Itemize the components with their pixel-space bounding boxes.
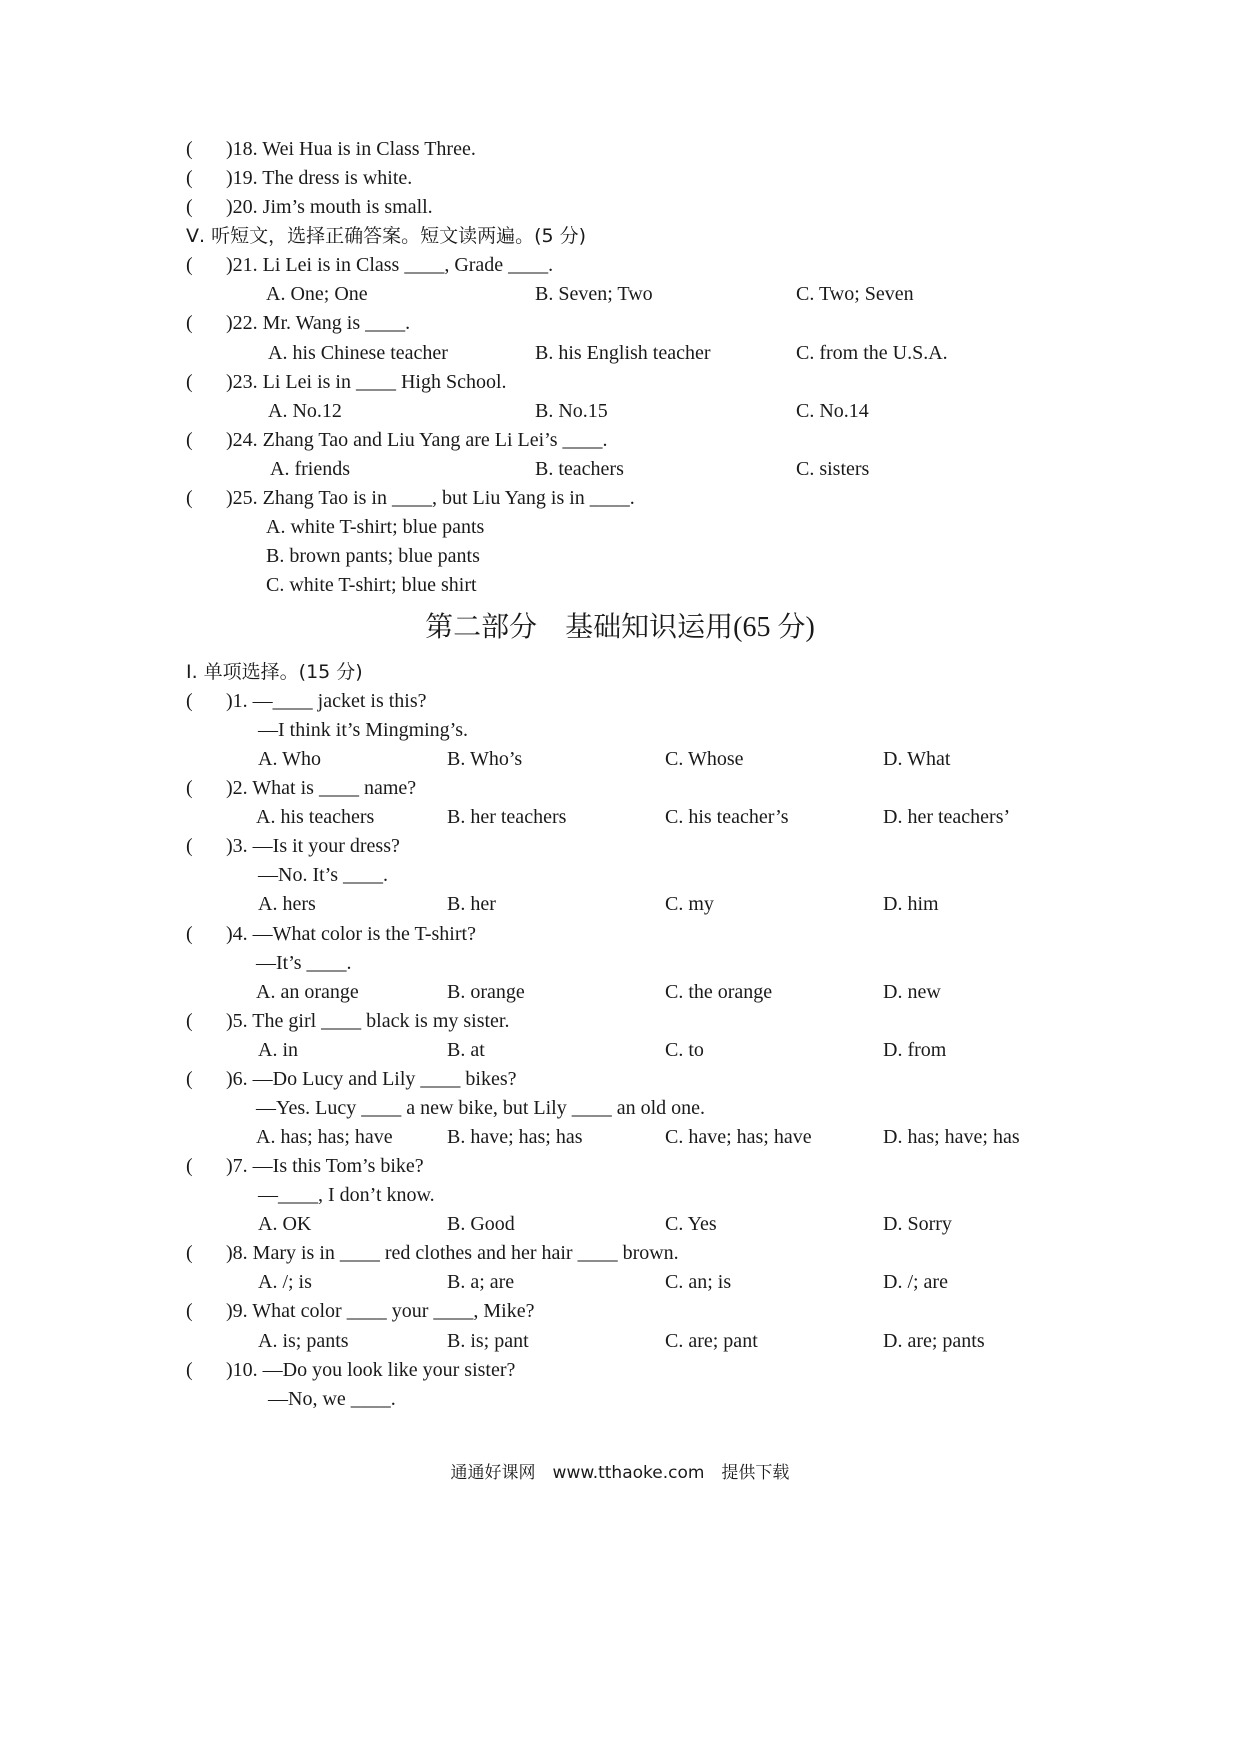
option-c: C. Two; Seven	[796, 283, 914, 305]
question-25-option-c	[0, 569, 1240, 601]
answer-paren: (	[186, 923, 193, 945]
option-c: C. the orange	[665, 981, 773, 1003]
option-a: A. in	[258, 1039, 298, 1061]
question-text: )6. —Do Lucy and Lily ____ bikes?	[226, 1068, 517, 1090]
option-d: D. new	[883, 981, 941, 1003]
question-text: )24. Zhang Tao and Liu Yang are Li Lei’s ____.	[226, 429, 608, 451]
option-c: C. sisters	[796, 458, 870, 480]
question-1-options	[0, 743, 1240, 775]
question-4-line2	[0, 947, 1240, 979]
question-text-line2: —No, we ____.	[268, 1388, 396, 1410]
question-2	[0, 772, 1240, 804]
question-text: )22. Mr. Wang is ____.	[226, 312, 411, 334]
option-b: B. at	[447, 1039, 485, 1061]
option-c: C. white T-shirt; blue shirt	[266, 574, 477, 596]
answer-paren: (	[186, 1300, 193, 1322]
answer-paren: (	[186, 690, 193, 712]
question-text: )1. —____ jacket is this?	[226, 690, 427, 712]
question-6-line2	[0, 1092, 1240, 1124]
option-c: C. his teacher’s	[665, 806, 789, 828]
question-9	[0, 1295, 1240, 1327]
option-a: A. white T-shirt; blue pants	[266, 516, 485, 538]
question-22-options	[0, 337, 1240, 369]
option-b: B. brown pants; blue pants	[266, 545, 480, 567]
question-22	[0, 307, 1240, 339]
question-text: )18. Wei Hua is in Class Three.	[226, 138, 476, 160]
option-a: A. friends	[270, 458, 350, 480]
question-4	[0, 918, 1240, 950]
question-text: )10. —Do you look like your sister?	[226, 1359, 516, 1381]
question-text: )8. Mary is in ____ red clothes and her hair ____ brown.	[226, 1242, 679, 1264]
question-text-line2: —Yes. Lucy ____ a new bike, but Lily ____ an old one.	[256, 1097, 706, 1119]
option-a: A. is; pants	[258, 1330, 349, 1352]
question-19	[0, 162, 1240, 194]
question-7-options	[0, 1208, 1240, 1240]
question-1	[0, 685, 1240, 717]
question-25-option-a	[0, 511, 1240, 543]
option-a: A. No.12	[268, 400, 342, 422]
option-b: B. Good	[447, 1213, 515, 1235]
part-2-title: 第二部分 基础知识运用(65 分)	[425, 612, 815, 643]
option-c: C. to	[665, 1039, 704, 1061]
question-8-options	[0, 1266, 1240, 1298]
option-a: A. One; One	[266, 283, 368, 305]
option-c: C. from the U.S.A.	[796, 342, 948, 364]
option-a: A. an orange	[256, 981, 359, 1003]
answer-paren: (	[186, 371, 193, 393]
option-a: A. Who	[258, 748, 321, 770]
question-text: )25. Zhang Tao is in ____, but Liu Yang is in ____.	[226, 487, 635, 509]
section-1-title: Ⅰ. 单项选择。(15 分)	[186, 661, 363, 683]
question-25	[0, 482, 1240, 514]
option-d: D. /; are	[883, 1271, 948, 1293]
question-21-options	[0, 278, 1240, 310]
answer-paren: (	[186, 254, 193, 276]
question-text: )7. —Is this Tom’s bike?	[226, 1155, 424, 1177]
question-2-options	[0, 801, 1240, 833]
option-a: A. /; is	[258, 1271, 312, 1293]
option-d: D. from	[883, 1039, 947, 1061]
option-b: B. his English teacher	[535, 342, 711, 364]
answer-paren: (	[186, 1155, 193, 1177]
answer-paren: (	[186, 1359, 193, 1381]
section-5-title: Ⅴ. 听短文，选择正确答案。短文读两遍。(5 分)	[186, 225, 587, 247]
option-b: B. No.15	[535, 400, 608, 422]
answer-paren: (	[186, 138, 193, 160]
question-20	[0, 191, 1240, 223]
question-text: )23. Li Lei is in ____ High School.	[226, 371, 507, 393]
question-3-line2	[0, 859, 1240, 891]
question-23-options	[0, 395, 1240, 427]
answer-paren: (	[186, 835, 193, 857]
question-21	[0, 249, 1240, 281]
question-text-line2: —____, I don’t know.	[258, 1184, 435, 1206]
option-c: C. are; pant	[665, 1330, 758, 1352]
question-18	[0, 133, 1240, 165]
option-d: D. are; pants	[883, 1330, 985, 1352]
option-b: B. her teachers	[447, 806, 567, 828]
answer-paren: (	[186, 777, 193, 799]
option-c: C. Yes	[665, 1213, 717, 1235]
option-b: B. have; has; has	[447, 1126, 583, 1148]
question-23	[0, 366, 1240, 398]
option-b: B. is; pant	[447, 1330, 529, 1352]
answer-paren: (	[186, 167, 193, 189]
question-25-option-b	[0, 540, 1240, 572]
question-10-line2	[0, 1383, 1240, 1415]
answer-paren: (	[186, 429, 193, 451]
question-24	[0, 424, 1240, 456]
question-5	[0, 1005, 1240, 1037]
option-a: A. his Chinese teacher	[268, 342, 448, 364]
answer-paren: (	[186, 1010, 193, 1032]
answer-paren: (	[186, 487, 193, 509]
question-text-line2: —No. It’s ____.	[258, 864, 388, 886]
answer-paren: (	[186, 312, 193, 334]
option-d: D. has; have; has	[883, 1126, 1020, 1148]
question-7-line2	[0, 1179, 1240, 1211]
question-text-line2: —I think it’s Mingming’s.	[258, 719, 469, 741]
question-text: )4. —What color is the T-shirt?	[226, 923, 476, 945]
question-8	[0, 1237, 1240, 1269]
question-3	[0, 830, 1240, 862]
question-text: )21. Li Lei is in Class ____, Grade ____.	[226, 254, 554, 276]
option-b: B. Who’s	[447, 748, 523, 770]
option-a: A. OK	[258, 1213, 312, 1235]
option-d: D. What	[883, 748, 951, 770]
option-c: C. Whose	[665, 748, 744, 770]
question-text: )19. The dress is white.	[226, 167, 413, 189]
question-text: )5. The girl ____ black is my sister.	[226, 1010, 510, 1032]
option-b: B. her	[447, 893, 496, 915]
option-c: C. my	[665, 893, 714, 915]
question-9-options	[0, 1325, 1240, 1357]
option-c: C. have; has; have	[665, 1126, 812, 1148]
question-text: )20. Jim’s mouth is small.	[226, 196, 433, 218]
option-c: C. an; is	[665, 1271, 732, 1293]
question-4-options	[0, 976, 1240, 1008]
answer-paren: (	[186, 1068, 193, 1090]
option-b: B. a; are	[447, 1271, 515, 1293]
question-24-options	[0, 453, 1240, 485]
question-6	[0, 1063, 1240, 1095]
question-10	[0, 1354, 1240, 1386]
option-d: D. Sorry	[883, 1213, 952, 1235]
option-d: D. him	[883, 893, 939, 915]
option-a: A. has; has; have	[256, 1126, 393, 1148]
question-text: )9. What color ____ your ____, Mike?	[226, 1300, 535, 1322]
answer-paren: (	[186, 196, 193, 218]
footer-credit: 通通好课网 www.tthaoke.com 提供下载	[450, 1463, 790, 1483]
option-b: B. Seven; Two	[535, 283, 653, 305]
question-6-options	[0, 1121, 1240, 1153]
option-a: A. hers	[258, 893, 316, 915]
question-text: )2. What is ____ name?	[226, 777, 417, 799]
option-b: B. teachers	[535, 458, 624, 480]
question-1-line2	[0, 714, 1240, 746]
answer-paren: (	[186, 1242, 193, 1264]
question-text: )3. —Is it your dress?	[226, 835, 400, 857]
option-c: C. No.14	[796, 400, 869, 422]
question-3-options	[0, 888, 1240, 920]
question-5-options	[0, 1034, 1240, 1066]
question-text-line2: —It’s ____.	[256, 952, 352, 974]
option-d: D. her teachers’	[883, 806, 1011, 828]
option-a: A. his teachers	[256, 806, 375, 828]
question-7	[0, 1150, 1240, 1182]
option-b: B. orange	[447, 981, 525, 1003]
